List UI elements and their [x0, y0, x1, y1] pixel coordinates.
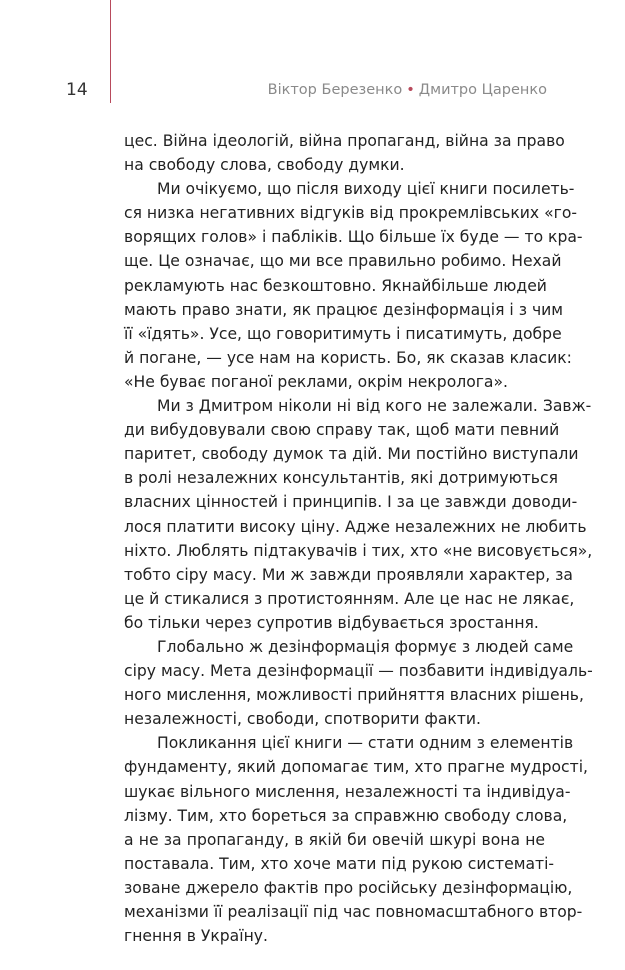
- author-separator: •: [406, 82, 415, 98]
- text-line: незалежності, свободи, спотворити факти.: [124, 710, 481, 729]
- text-line: Ми з Дмитром ніколи ні від кого не залежали. Завж-: [157, 397, 592, 416]
- text-line: фундаменту, який допомагає тим, хто прагне мудрості,: [124, 758, 588, 777]
- running-head: [268, 80, 547, 100]
- text-line: ніхто. Люблять підтакувачів і тих, хто «не висовується»,: [124, 541, 593, 560]
- text-line: ся низка негативних відгуків від прокремлівських «го-: [124, 204, 578, 223]
- text-line: Глобально ж дезінформація формує з людей саме: [157, 637, 574, 656]
- author-name-1: Віктор Березенко: [267, 82, 403, 98]
- author-name-2: Дмитро Царенко: [418, 82, 547, 98]
- text-line: лося платити високу ціну. Адже незалежних не любить: [124, 517, 587, 536]
- text-line: лізму. Тим, хто бореться за справжню свободу слова,: [124, 806, 568, 825]
- text-line: механізми її реалізації під час повномасштабного втор-: [124, 903, 583, 921]
- text-line: її «їдять». Усе, що говоритимуть і писатимуть, добре: [124, 324, 562, 343]
- text-line: ди вибудовували свою справу так, щоб мати певний: [124, 421, 560, 440]
- text-line: цес. Війна ідеологій, війна пропаганд, війна за право: [124, 132, 565, 150]
- page-number: 14: [66, 80, 88, 100]
- text-line: бо тільки через супротив відбувається зростання.: [124, 613, 539, 632]
- text-line: Покликання цієї книги — стати одним з елементів: [157, 734, 574, 753]
- text-line: сіру масу. Мета дезінформації — позбавити індивідуаль-: [124, 662, 593, 681]
- text-line: ворящих голов» і пабліків. Що більше їх буде — то кра-: [124, 228, 583, 247]
- text-line: в ролі незалежних консультантів, які дотримуються: [124, 469, 558, 488]
- text-line: Ми очікуємо, що після виходу цієї книги посилеть-: [157, 180, 575, 199]
- text-line: на свободу слова, свободу думки.: [124, 156, 405, 175]
- text-line: а не за пропаганду, в якій би овечій шкурі вона не: [124, 830, 545, 849]
- header-divider-rule: [110, 0, 111, 103]
- text-line: зоване джерело фактів про російську дезінформацію,: [124, 878, 573, 897]
- text-line: поставала. Тим, хто хоче мати під рукою систематі-: [124, 854, 555, 873]
- text-line: ного мислення, можливості прийняття власних рішень,: [124, 686, 584, 705]
- text-line: паритет, свободу думок та дій. Ми постійно виступали: [124, 445, 579, 464]
- text-line: рекламують нас безкоштовно. Якнайбільше людей: [124, 276, 547, 295]
- text-line: «Не буває поганої реклами, окрім некролога».: [124, 372, 508, 391]
- text-line: власних цінностей і принципів. І за це завжди доводи-: [124, 493, 578, 512]
- text-line: мають право знати, як працює дезінформація і з чим: [124, 300, 564, 319]
- text-line: тобто сіру масу. Ми ж завжди проявляли характер, за: [124, 565, 573, 584]
- text-line: ще. Це означає, що ми все правильно робимо. Нехай: [124, 252, 562, 271]
- body-text: [124, 129, 593, 948]
- text-line: шукає вільного мислення, незалежності та індивідуа-: [124, 782, 571, 801]
- text-line: гнення в Україну.: [124, 927, 268, 946]
- text-line: це й стикалися з протистоянням. Але це нас не лякає,: [124, 589, 575, 608]
- text-line: й погане, — усе нам на користь. Бо, як сказав класик:: [124, 348, 572, 367]
